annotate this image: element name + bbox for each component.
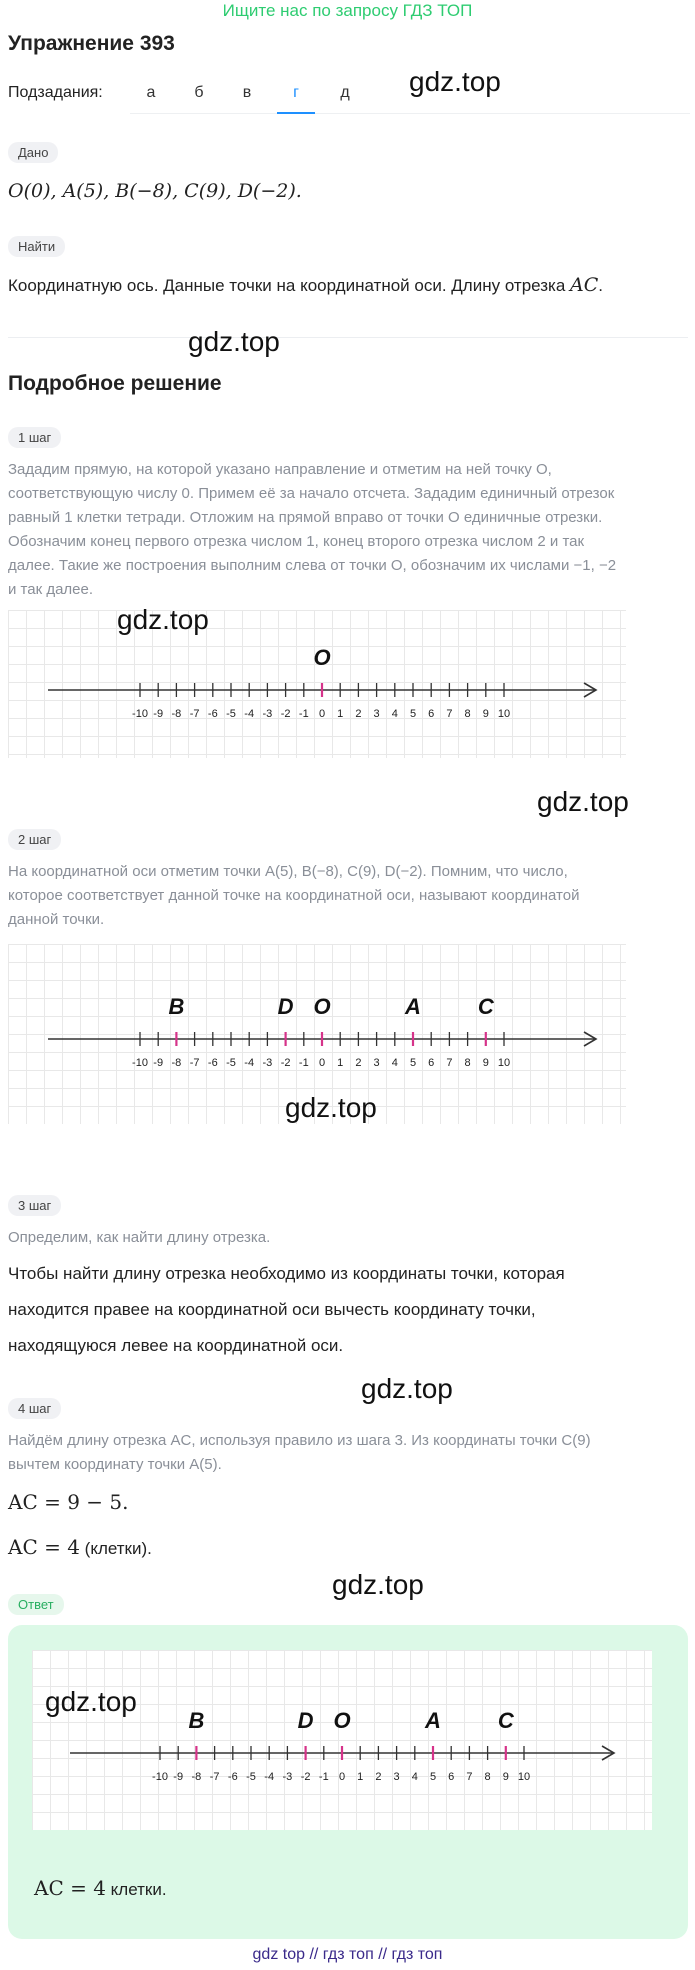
tick-label: -8 — [171, 708, 182, 720]
tick-label: -5 — [226, 1057, 236, 1069]
number-line-3 — [32, 1650, 652, 1830]
tick-label: 2 — [355, 1057, 362, 1069]
step1-text — [8, 458, 688, 602]
tick-label: 5 — [429, 1771, 437, 1783]
step3-intro: Определим, как найти длину отрезка. — [8, 1229, 271, 1246]
tick-label: 2 — [355, 708, 362, 720]
solution-title: Подробное решение — [8, 372, 222, 395]
tick-label: -9 — [173, 1771, 184, 1783]
step2-text — [8, 860, 688, 932]
tick-label: -6 — [207, 708, 218, 720]
step2-line: данной точки. — [8, 911, 105, 928]
tick-label: 5 — [409, 708, 417, 720]
tick-label: -10 — [132, 708, 148, 720]
step3-line: Чтобы найти длину отрезка необходимо из координаты точки, которая — [8, 1264, 565, 1283]
tick-label: 4 — [411, 1771, 418, 1783]
tick-label: 4 — [391, 708, 398, 720]
step3-line: находящуюся левее на координатной оси. — [8, 1336, 344, 1355]
tick-label: 2 — [375, 1771, 382, 1783]
step4-eq2 — [8, 1535, 152, 1559]
tick-label: 1 — [337, 1057, 344, 1069]
tick-label: -6 — [227, 1771, 238, 1783]
exercise-title: Упражнение 393 — [8, 32, 175, 55]
step1-line: Обозначим конец первого отрезка числом 1, конец второго отрезка числом 2 и так — [8, 533, 585, 550]
tick-label: 6 — [448, 1771, 455, 1783]
point-label-d: D — [277, 994, 294, 1019]
point-label-b: B — [188, 1708, 205, 1733]
watermark: gdz.top — [285, 1092, 377, 1123]
subtasks-label: Подзадания: — [8, 84, 103, 101]
step1-line: равный 1 клетки тетради. Отложим на прямой вправо от точки O единичные отрезки. — [8, 509, 603, 526]
tick-label: -8 — [191, 1771, 202, 1783]
step2-chip: 2 шаг — [8, 829, 61, 850]
tab-d[interactable]: д — [340, 84, 350, 101]
top-banner[interactable]: Ищите нас по запросу ГДЗ ТОП — [222, 1, 473, 20]
divider — [8, 337, 688, 338]
tick-label: 0 — [318, 708, 326, 720]
step4-text — [8, 1429, 688, 1477]
number-line-1 — [8, 610, 626, 758]
tick-label: -5 — [226, 708, 236, 720]
watermark: gdz.top — [361, 1373, 453, 1404]
tick-label: 1 — [337, 708, 344, 720]
tick-label: -3 — [282, 1771, 293, 1783]
tick-label: -4 — [244, 1057, 255, 1069]
point-label-o: O — [313, 994, 331, 1019]
tick-label: -9 — [153, 708, 164, 720]
tabs-divider — [130, 113, 690, 114]
step1-chip: 1 шаг — [8, 427, 61, 448]
tick-label: -10 — [152, 1771, 168, 1783]
find-text-math: AC — [570, 274, 599, 296]
tick-label: 3 — [373, 1057, 380, 1069]
tick-label: -2 — [300, 1771, 311, 1783]
point-label-a: A — [405, 994, 421, 1019]
tick-label: 7 — [446, 1057, 453, 1069]
tick-label: -6 — [207, 1057, 218, 1069]
tick-label: 10 — [497, 708, 511, 720]
tick-label: 10 — [497, 1057, 511, 1069]
point-label-d: D — [297, 1708, 314, 1733]
given-chip: Дано — [8, 142, 58, 163]
step3-line: находится правее на координатной оси вычесть координату точки, — [8, 1300, 536, 1319]
tab-a[interactable]: а — [146, 84, 156, 101]
tick-label: -7 — [209, 1771, 220, 1783]
tick-label: 8 — [464, 1057, 471, 1069]
tick-label: -2 — [280, 708, 291, 720]
step4-line: вычтем координату точки A(5). — [8, 1456, 222, 1473]
tick-label: -3 — [262, 1057, 273, 1069]
step4-eq1: AC = 9 − 5. — [8, 1490, 129, 1514]
tick-label: 3 — [373, 708, 380, 720]
step1-line: соответствующую числу 0. Примем её за начало отсчета. Зададим единичный отрезок — [8, 485, 615, 502]
tick-label: 9 — [482, 708, 489, 720]
tick-label: 5 — [409, 1057, 417, 1069]
given-text: O(0), A(5), B(−8), C(9), D(−2). — [8, 180, 302, 202]
point-label-o: O — [333, 1708, 351, 1733]
step1-line: Зададим прямую, на которой указано направление и отметим на ней точку O, — [8, 461, 552, 478]
tab-v[interactable]: в — [242, 84, 252, 101]
tick-label: 10 — [517, 1771, 531, 1783]
tick-label: 7 — [446, 708, 453, 720]
point-label-c: C — [497, 1708, 514, 1733]
watermark: gdz.top — [45, 1686, 137, 1717]
tick-label: 7 — [466, 1771, 473, 1783]
answer-result-math: AC = 4 — [34, 1876, 106, 1900]
tick-label: -4 — [264, 1771, 275, 1783]
find-chip: Найти — [8, 236, 65, 257]
step4-chip: 4 шаг — [8, 1398, 61, 1419]
watermark: gdz.top — [188, 326, 280, 357]
tick-label: -5 — [246, 1771, 256, 1783]
tick-label: -7 — [189, 1057, 200, 1069]
point-label-c: C — [477, 994, 494, 1019]
tick-label: -3 — [262, 708, 273, 720]
tick-label: 4 — [391, 1057, 398, 1069]
answer-result-text: клетки. — [105, 1880, 167, 1899]
footer-links[interactable]: gdz top // гдз топ // гдз топ — [252, 1946, 443, 1963]
tick-label: -1 — [298, 1057, 309, 1069]
tab-g[interactable]: г — [293, 84, 299, 101]
watermark: gdz.top — [409, 66, 501, 97]
tick-label: 0 — [338, 1771, 346, 1783]
tab-b[interactable]: б — [194, 84, 204, 101]
tick-label: 8 — [484, 1771, 491, 1783]
find-text-prefix: Координатную ось. Данные точки на координатной оси. Длину отрезка — [8, 276, 571, 295]
answer-chip: Ответ — [8, 1594, 64, 1615]
answer-result — [34, 1876, 167, 1900]
active-tab-indicator — [277, 112, 315, 114]
tick-label: -10 — [132, 1057, 148, 1069]
find-text — [8, 274, 603, 296]
step1-line: далее. Такие же построения выполним слева от точки O, обозначим их числами −1, −2 — [8, 557, 617, 574]
step2-line: На координатной оси отметим точки A(5), B(−8), C(9), D(−2). Помним, что число, — [8, 863, 568, 880]
tick-label: -2 — [280, 1057, 291, 1069]
watermark: gdz.top — [117, 604, 209, 635]
point-label-a: A — [425, 1708, 441, 1733]
tick-label: -7 — [189, 708, 200, 720]
tick-label: -9 — [153, 1057, 164, 1069]
tick-label: -1 — [318, 1771, 329, 1783]
step3-text — [8, 1256, 688, 1364]
find-text-suffix: . — [598, 276, 604, 295]
watermark: gdz.top — [537, 786, 629, 817]
tick-label: 3 — [393, 1771, 400, 1783]
step4-line: Найдём длину отрезка AC, используя правило из шага 3. Из координаты точки C(9) — [8, 1432, 591, 1449]
tick-label: 6 — [428, 1057, 435, 1069]
point-label-o: O — [313, 645, 331, 670]
tick-label: 6 — [428, 708, 435, 720]
step4-eq2-math: AC = 4 — [8, 1535, 80, 1559]
tick-label: -4 — [244, 708, 255, 720]
watermark: gdz.top — [332, 1569, 424, 1600]
number-line-3-svg — [32, 1650, 652, 1830]
step3-chip: 3 шаг — [8, 1195, 61, 1216]
tick-label: 9 — [482, 1057, 489, 1069]
step4-eq2-text: (клетки). — [79, 1539, 152, 1558]
step2-line: которое соответствует данной точке на координатной оси, называют координатой — [8, 887, 580, 904]
tick-label: -8 — [171, 1057, 182, 1069]
tick-label: 1 — [357, 1771, 364, 1783]
tick-label: 0 — [318, 1057, 326, 1069]
tick-label: -1 — [298, 708, 309, 720]
point-label-b: B — [168, 994, 185, 1019]
number-line-1-svg — [8, 610, 626, 758]
tick-label: 8 — [464, 708, 471, 720]
step1-line: и так далее. — [8, 581, 94, 598]
tick-label: 9 — [502, 1771, 509, 1783]
